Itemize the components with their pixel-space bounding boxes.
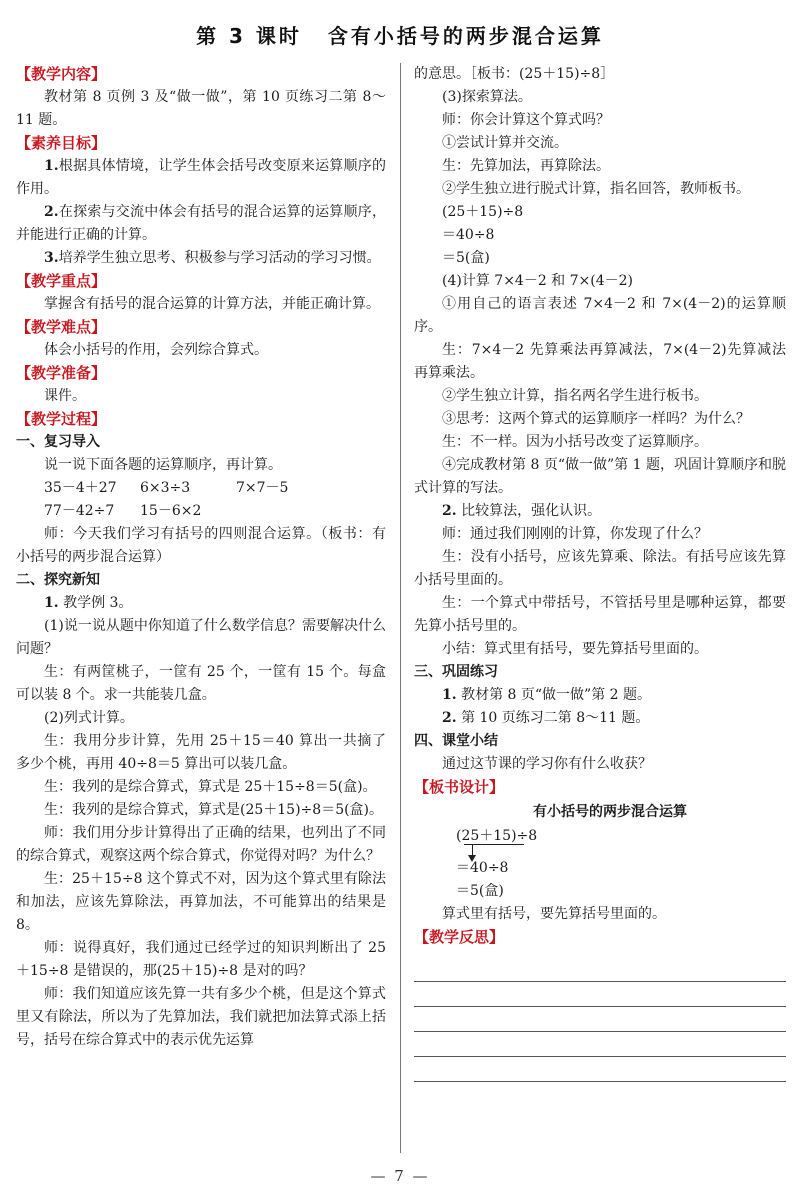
section-board-design: 【板书设计】 (414, 778, 505, 796)
heading-explore: 二、探究新知 (16, 572, 100, 588)
student-line-2: 生：我用分步计算，先用 25＋15＝40 算出一共摘了多少个桃，再用 40÷8＝5 算出可以装几盒。 (16, 733, 386, 772)
writing-line (414, 982, 786, 1007)
lesson-number: 第 3 课时 (196, 24, 302, 48)
board-expression: (25＋15)÷8 (414, 825, 786, 847)
arrow-head-icon (468, 855, 476, 862)
expression-row-2: 77－42÷7 15－6×2 (44, 503, 202, 519)
board-note: 算式里有括号，要先算括号里面的。 (442, 906, 666, 922)
lesson-topic: 含有小括号的两步混合运算 (327, 24, 604, 48)
continued-text: 的意思。［板书：(25＋15)÷8］ (414, 66, 615, 82)
practice-2: 2. 第 10 页练习二第 8～11 题。 (442, 710, 650, 726)
key-text: 掌握含有括号的混合运算的计算方法，并能正确计算。 (44, 296, 380, 312)
section-preparation: 【教学准备】 (16, 364, 107, 382)
compare-3: ③思考：这两个算式的运算顺序一样吗？为什么？ (442, 411, 750, 427)
section-difficulties: 【教学难点】 (16, 318, 107, 336)
heading-review: 一、复习导入 (16, 434, 100, 450)
right-column (414, 63, 786, 1082)
board-calc-2: ＝5(盒) (456, 883, 504, 899)
underline-mark (464, 844, 524, 845)
section-teaching-content: 【教学内容】 (16, 65, 107, 83)
student-line-9: 生：没有小括号，应该先算乘、除法。有括号应该先算小括号里面的。 (414, 549, 786, 588)
step-4: (4)计算 7×4－2 和 7×(4－2) (442, 273, 634, 289)
left-column (16, 63, 386, 1052)
compare-2: ②学生独立计算，指名两名学生进行板书。 (442, 388, 708, 404)
board-calc-1: ＝40÷8 (456, 860, 509, 876)
teacher-line-4: 师：我们知道应该先算一共有多少个桃，但是这个算式里又有除法，所以为了先算加法，我们就把加法算式添上括号，括号在综合算式中的表示优先运算 (16, 986, 386, 1048)
calc-line-2: ＝40÷8 (442, 227, 495, 243)
teacher-line-6: 师：通过我们刚刚的计算，你发现了什么？ (442, 526, 708, 542)
example-title: 1. 教学例 3。 (44, 595, 133, 611)
review-intro: 说一说下面各题的运算顺序，再计算。 (44, 457, 282, 473)
try-1: ①尝试计算并交流。 (442, 135, 568, 151)
calc-line-1: (25＋15)÷8 (442, 204, 524, 220)
writing-line (414, 957, 786, 982)
content-text: 教材第 8 页例 3 及“做一做”，第 10 页练习二第 8～11 题。 (16, 89, 386, 128)
student-line-3: 生：我列的是综合算式，算式是 25＋15÷8＝5(盒)。 (44, 779, 377, 795)
heading-practice: 三、巩固练习 (414, 664, 498, 680)
page-title (0, 20, 800, 49)
student-line-5: 生：25＋15÷8 这个算式不对，因为这个算式里有除法和加法，应该先算除法，再算加法，不可能算出的结果是 8。 (16, 871, 386, 933)
diff-text: 体会小括号的作用，会列综合算式。 (44, 342, 268, 358)
example-step-2: (2)列式计算。 (44, 710, 134, 726)
goal-1: 1.根据具体情境，让学生体会括号改变原来运算顺序的作用。 (16, 158, 386, 197)
goal-3: 3.培养学生独立思考、积极参与学习活动的学习习惯。 (44, 250, 381, 266)
practice-1: 1. 教材第 8 页“做一做”第 2 题。 (442, 687, 652, 703)
section-goals: 【素养目标】 (16, 134, 107, 152)
prep-text: 课件。 (44, 388, 86, 404)
heading-summary: 四、课堂小结 (414, 733, 498, 749)
student-line-6: 生：先算加法，再算除法。 (442, 158, 610, 174)
expression-row-1: 35－4＋27 6×3÷3 7×7－5 (44, 480, 289, 496)
section-reflection: 【教学反思】 (414, 928, 505, 946)
goal-2: 2.在探索与交流中体会有括号的混合运算的运算顺序，并能进行正确的计算。 (16, 204, 386, 243)
teacher-line-1: 师：今天我们学习有括号的四则混合运算。（板书：有小括号的两步混合运算） (16, 526, 386, 565)
writing-line (414, 1007, 786, 1032)
section-key-points: 【教学重点】 (16, 272, 107, 290)
summary-line: 小结：算式里有括号，要先算括号里面的。 (442, 641, 708, 657)
student-line-1: 生：有两筐桃子，一筐有 25 个，一筐有 15 个。每盒可以装 8 个。求一共能装几盒。 (16, 664, 386, 703)
student-line-8: 生：不一样。因为小括号改变了运算顺序。 (442, 434, 708, 450)
compare-4: ④完成教材第 8 页“做一做”第 1 题，巩固计算顺序和脱式计算的写法。 (414, 457, 786, 496)
page-number: — 7 — (370, 1167, 430, 1185)
summary-question: 通过这节课的学习你有什么收获？ (442, 756, 652, 772)
reflection-lines (414, 957, 786, 1082)
student-line-10: 生：一个算式中带括号，不管括号里是哪种运算，都要先算小括号里的。 (414, 595, 786, 634)
example-step-1: (1)说一说从题中你知道了什么数学信息？需要解决什么问题？ (16, 618, 386, 657)
board-title: 有小括号的两步混合运算 (533, 804, 687, 820)
student-line-4: 生：我列的是综合算式，算式是(25＋15)÷8＝5(盒)。 (44, 802, 384, 818)
teacher-line-5: 师：你会计算这个算式吗？ (442, 112, 610, 128)
compare-title: 2. 比较算法，强化认识。 (442, 503, 602, 519)
writing-line (414, 1032, 786, 1057)
writing-line (414, 1057, 786, 1082)
calc-line-3: ＝5(盒) (442, 250, 490, 266)
teacher-line-2: 师：我们用分步计算得出了正确的结果，也列出了不同的综合算式，观察这两个综合算式，你觉得对吗？为什么？ (16, 825, 386, 864)
section-process: 【教学过程】 (16, 410, 107, 428)
step-3: (3)探索算法。 (442, 89, 532, 105)
teacher-line-3: 师：说得真好，我们通过已经学过的知识判断出了 25＋15÷8 是错误的，那(25＋15)÷8 是对的吗？ (16, 940, 386, 979)
student-line-7: 生：7×4－2 先算乘法再算减法，7×(4－2)先算减法再算乘法。 (414, 342, 786, 381)
column-divider (400, 63, 401, 1153)
try-2: ②学生独立进行脱式计算，指名回答，教师板书。 (442, 181, 750, 197)
compare-1: ①用自己的语言表述 7×4－2 和 7×(4－2)的运算顺序。 (414, 296, 786, 335)
